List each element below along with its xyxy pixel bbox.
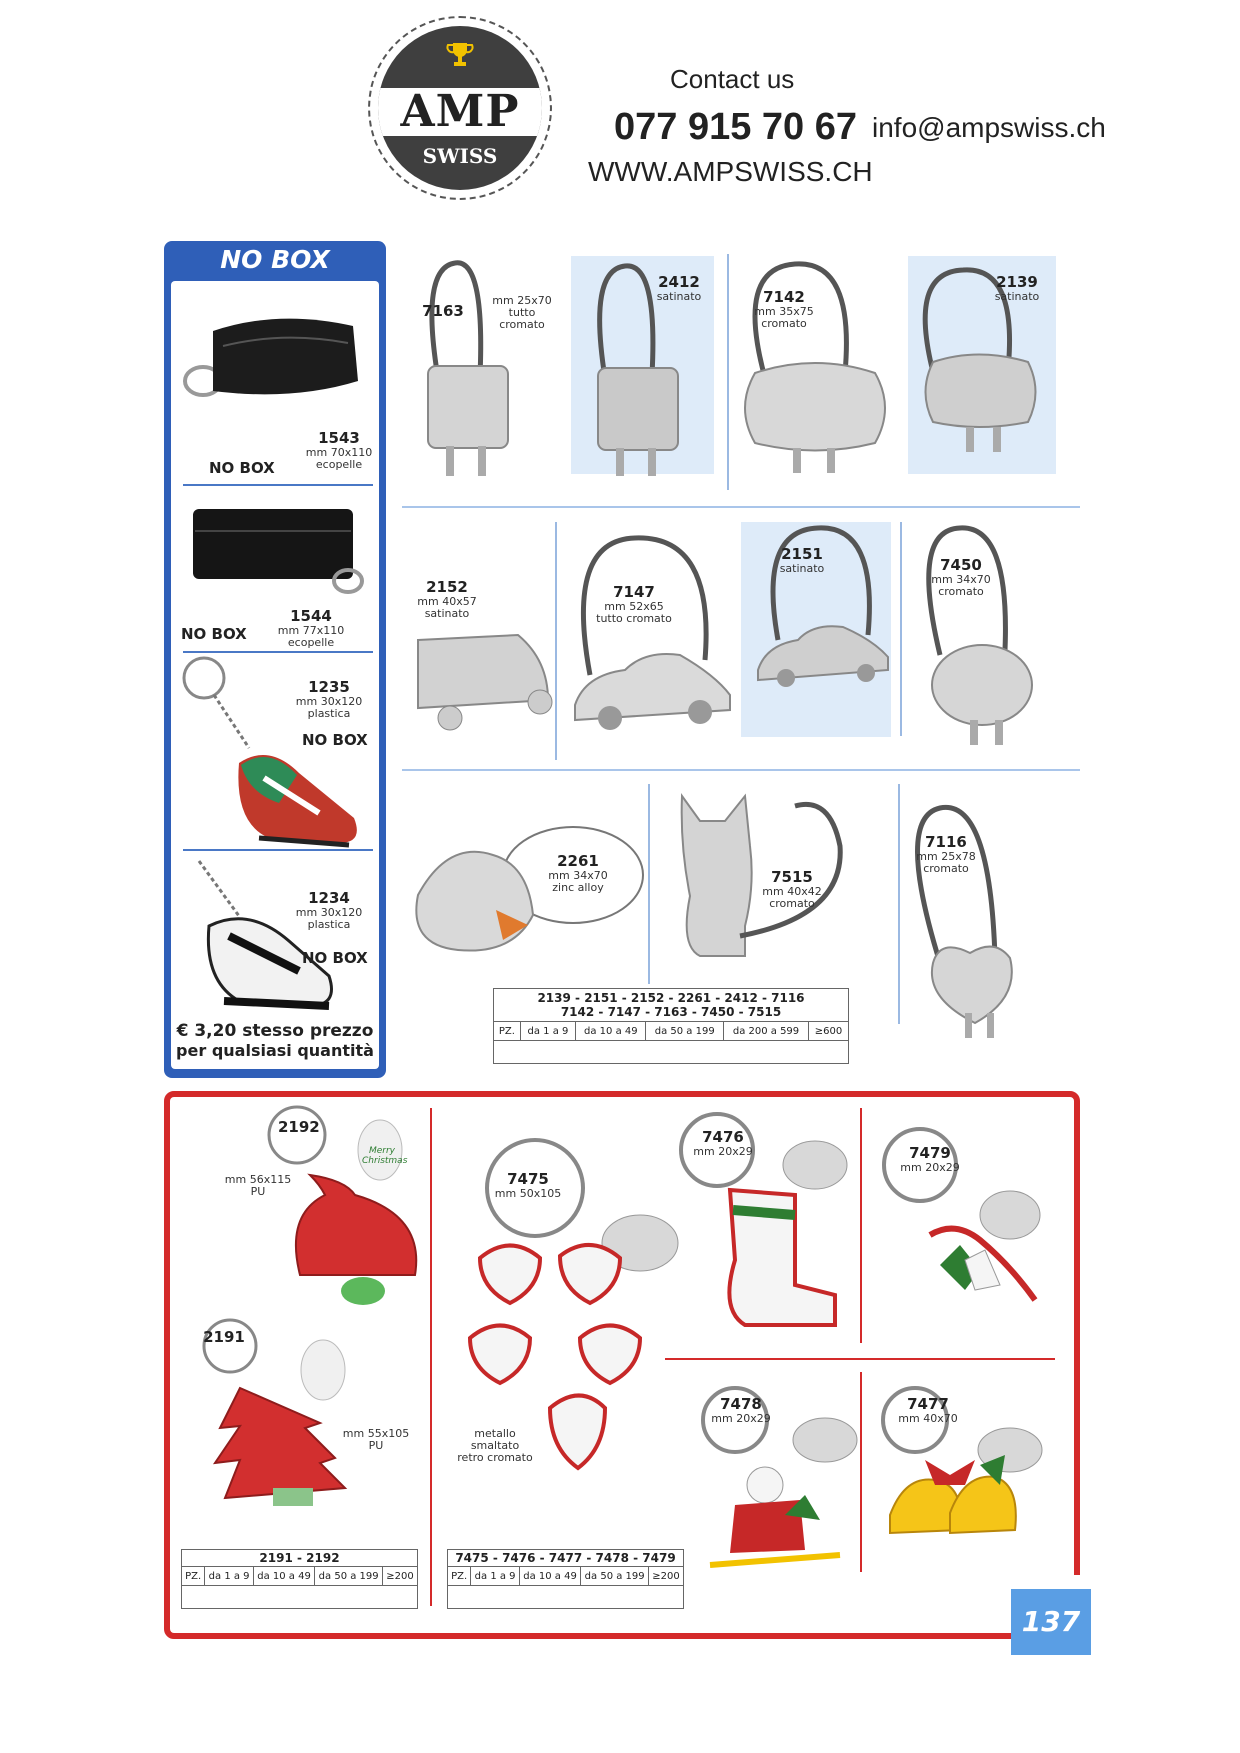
product-finish-7450: cromato — [938, 585, 984, 598]
product-finish-7163b: cromato — [499, 318, 545, 331]
table-a-title: 2191 - 2192 — [181, 1549, 418, 1566]
product-code-7116: 7116 — [925, 833, 967, 851]
col-range3: da 50 a 199 — [581, 1567, 649, 1586]
product-dims-7476: mm 20x29 — [693, 1145, 753, 1158]
nobox-price-line1: € 3,20 stesso prezzo — [176, 1021, 374, 1041]
separator — [900, 522, 902, 736]
item-code: 1544 — [290, 607, 332, 625]
product-finish-7515: cromato — [769, 897, 815, 910]
product-material-2191: PU — [368, 1439, 384, 1452]
divider — [430, 1108, 432, 1606]
item-material: ecopelle — [287, 636, 335, 649]
product-code-7163: 7163 — [422, 302, 464, 320]
keyring-2152-image — [398, 600, 558, 750]
col-pz: PZ. — [494, 1022, 521, 1041]
product-code-7142: 7142 — [763, 288, 805, 306]
price-row-empty — [448, 1586, 684, 1609]
product-finish-7142: cromato — [761, 317, 807, 330]
table-title-line2: 7142 - 7147 - 7163 - 7450 - 7515 — [560, 1005, 782, 1019]
item-code: 1543 — [318, 429, 360, 447]
item-dims: mm 30x120 — [295, 695, 363, 708]
product-code-2261: 2261 — [557, 852, 599, 870]
separator — [727, 254, 729, 490]
nobox-price-line2: per qualsiasi quantità — [176, 1041, 374, 1060]
product-code-7478: 7478 — [720, 1395, 762, 1413]
product-dims-2192: mm 56x115 — [224, 1173, 292, 1186]
product-dims-2152: mm 40x57 — [417, 595, 477, 608]
product-dims-7142: mm 35x75 — [754, 305, 814, 318]
price-row-empty — [494, 1041, 849, 1064]
price-row-empty — [182, 1586, 418, 1609]
product-code-7147: 7147 — [613, 583, 655, 601]
col-range1: da 1 a 9 — [471, 1567, 520, 1586]
nobox-tag: NO BOX — [209, 459, 275, 477]
product-note-7475b: smaltato — [470, 1439, 520, 1452]
product-finish-2261: zinc alloy — [552, 881, 604, 894]
product-code-7475: 7475 — [507, 1170, 549, 1188]
product-dims-7116: mm 25x78 — [916, 850, 976, 863]
col-pz: PZ. — [448, 1567, 471, 1586]
col-range3: da 50 a 199 — [646, 1022, 724, 1041]
separator — [402, 506, 1080, 508]
col-range2: da 10 a 49 — [519, 1567, 580, 1586]
product-note-7475c: retro cromato — [457, 1451, 533, 1464]
separator — [402, 769, 1080, 771]
product-code-2191: 2191 — [203, 1328, 245, 1346]
product-finish-7116: cromato — [923, 862, 969, 875]
logo-sub: SWISS — [422, 144, 498, 168]
phone-number[interactable]: 077 915 70 67 — [614, 106, 858, 148]
divider — [860, 1372, 862, 1572]
nobox-tag: NO BOX — [302, 949, 368, 967]
nobox-panel — [164, 241, 386, 1078]
product-finish-2151: satinato — [779, 562, 825, 575]
product-dims-7479: mm 20x29 — [900, 1161, 960, 1174]
product-dims-7477: mm 40x70 — [898, 1412, 958, 1425]
col-pz: PZ. — [182, 1567, 205, 1586]
merry-christmas-tag: Merry Christmas — [362, 1146, 408, 1166]
item-dims: mm 30x120 — [295, 906, 363, 919]
product-dims-7515: mm 40x42 — [762, 885, 822, 898]
col-range4: ≥200 — [383, 1567, 418, 1586]
product-dims-7163: mm 25x70 — [492, 294, 552, 307]
product-finish-2152: satinato — [424, 607, 470, 620]
product-dims-7478: mm 20x29 — [711, 1412, 771, 1425]
product-finish-2139: satinato — [994, 290, 1040, 303]
divider — [665, 1358, 1055, 1360]
table-title-line1: 2139 - 2151 - 2152 - 2261 - 2412 - 7116 — [537, 991, 805, 1005]
divider — [860, 1108, 862, 1343]
product-code-7477: 7477 — [907, 1395, 949, 1413]
keyring-7147-image — [565, 535, 745, 745]
product-code-2139: 2139 — [996, 273, 1038, 291]
product-code-2152: 2152 — [426, 578, 468, 596]
product-code-7476: 7476 — [702, 1128, 744, 1146]
item-material: ecopelle — [315, 458, 363, 471]
product-finish-2412: satinato — [656, 290, 702, 303]
table-b-title: 7475 - 7476 - 7477 - 7478 - 7479 — [447, 1549, 684, 1566]
item-code: 1234 — [308, 889, 350, 907]
shoe-keyring-1234-image — [179, 856, 379, 1031]
product-code-7479: 7479 — [909, 1144, 951, 1162]
col-range4: ≥200 — [649, 1567, 684, 1586]
nobox-tag: NO BOX — [302, 731, 368, 749]
product-dims-7450: mm 34x70 — [931, 573, 991, 586]
website-link[interactable]: WWW.AMPSWISS.CH — [588, 156, 873, 187]
page-number: 137 — [1011, 1589, 1091, 1655]
price-table-7475-7479 — [447, 1549, 684, 1609]
col-range4: da 200 a 599 — [724, 1022, 809, 1041]
product-finish-7147: tutto cromato — [596, 612, 672, 625]
product-code-2151: 2151 — [781, 545, 823, 563]
col-range2: da 10 a 49 — [253, 1567, 314, 1586]
item-material: plastica — [307, 918, 351, 931]
product-dims-2191: mm 55x105 — [342, 1427, 410, 1440]
product-note-7475a: metallo — [474, 1427, 516, 1440]
divider — [183, 484, 373, 486]
product-dims-7147: mm 52x65 — [604, 600, 664, 613]
trophy-icon — [445, 40, 475, 70]
keyring-2261-image — [408, 820, 648, 970]
product-code-7515: 7515 — [771, 868, 813, 886]
col-range2: da 10 a 49 — [576, 1022, 646, 1041]
separator — [648, 784, 650, 984]
contact-label: Contact us — [670, 64, 795, 94]
logo-brand: AMP — [400, 86, 520, 137]
product-dims-2261: mm 34x70 — [548, 869, 608, 882]
item-dims: mm 77x110 — [277, 624, 345, 637]
wallet-1544-image — [183, 491, 373, 601]
product-material-2192: PU — [250, 1185, 266, 1198]
wallet-1543-image — [183, 301, 373, 411]
amp-swiss-logo — [368, 16, 552, 200]
item-dims: mm 70x110 — [305, 446, 373, 459]
col-range1: da 1 a 9 — [520, 1022, 575, 1041]
product-code-2192: 2192 — [278, 1118, 320, 1136]
product-finish-7163a: tutto — [508, 306, 536, 319]
keyring-7163-image — [410, 258, 530, 483]
col-range5: ≥600 — [809, 1022, 849, 1041]
product-dims-7475: mm 50x105 — [494, 1187, 562, 1200]
product-code-7450: 7450 — [940, 556, 982, 574]
product-code-2412: 2412 — [658, 273, 700, 291]
tree-keyring-2191-image — [195, 1318, 375, 1518]
item-material: plastica — [307, 707, 351, 720]
col-range1: da 1 a 9 — [205, 1567, 254, 1586]
divider — [183, 849, 373, 851]
price-table-metal — [493, 988, 849, 1064]
col-range3: da 50 a 199 — [315, 1567, 383, 1586]
nobox-tag: NO BOX — [181, 625, 247, 643]
price-table-2191-2192 — [181, 1549, 418, 1609]
bell-keyring-2192-image — [265, 1105, 430, 1315]
item-code: 1235 — [308, 678, 350, 696]
email-link[interactable]: info@ampswiss.ch — [872, 112, 1106, 143]
nobox-title: NO BOX — [220, 245, 330, 274]
